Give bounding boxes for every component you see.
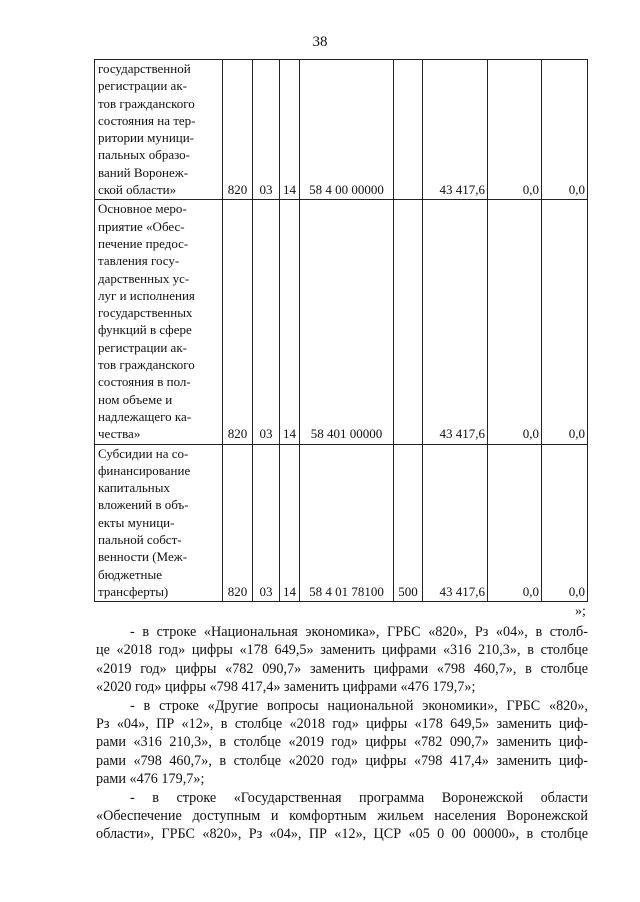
pr-cell: 14 <box>280 60 300 200</box>
row-name-line: Субсидии на со- <box>98 445 189 461</box>
row-name-line: регистрации ак- <box>98 339 187 355</box>
row-name-line: состояния в пол- <box>98 374 191 390</box>
rz-cell: 03 <box>253 444 280 602</box>
grbs-cell: 820 <box>223 200 253 444</box>
amount-2018-cell: 43 417,6 <box>423 200 488 444</box>
paragraph-line: «2019 год» цифры «782 090,7» заменить цифрами «798 460,7», в столбце <box>96 660 588 677</box>
paragraph-line: - в строке «Другие вопросы национальной экономики», ГРБС «820», <box>130 697 588 714</box>
vr-cell <box>394 60 423 200</box>
row-name-line: надлежащего ка- <box>98 408 192 424</box>
amendment-paragraph <box>96 697 588 789</box>
row-name-line: тов гражданского <box>98 357 195 373</box>
row-name-line: ваний Воронеж- <box>98 164 189 180</box>
row-name-line: ритории муници- <box>98 130 195 146</box>
paragraph-last-line: «2020 год» цифры «798 417,4» заменить цифрами «476 179,7»; <box>96 679 476 696</box>
row-name-line: трансферты) <box>98 583 169 599</box>
budget-table <box>94 59 588 602</box>
row-name-line: ном объеме и <box>98 391 173 407</box>
row-name-line: финансирование <box>98 462 191 478</box>
paragraph-line: - в строке «Государственная программа Воронежской области <box>130 789 588 806</box>
table-row <box>95 60 588 200</box>
row-name-cell <box>95 200 223 444</box>
csr-cell: 58 401 00000 <box>300 200 394 444</box>
row-name-line: печение предос- <box>98 235 189 251</box>
row-name-line: регистрации ак- <box>98 78 187 94</box>
paragraph-line: рами «316 210,3», в столбце «2019 год» цифры «782 090,7» заменить циф- <box>96 734 588 751</box>
table-row <box>95 200 588 444</box>
row-name-cell <box>95 444 223 602</box>
paragraph-line: рами «798 460,7», в столбце «2020 год» цифры «798 417,4» заменить циф- <box>96 752 588 769</box>
paragraph-line: «Обеспечение доступным и комфортным жильем населения Воронежской <box>96 808 588 825</box>
amount-2020-cell: 0,0 <box>542 60 588 200</box>
paragraph-line: - в строке «Национальная экономика», ГРБС «820», Рз «04», в столб- <box>130 624 588 640</box>
grbs-cell: 820 <box>223 60 253 200</box>
amendment-paragraph <box>96 789 588 844</box>
amount-2020-cell: 0,0 <box>542 200 588 444</box>
amount-2019-cell: 0,0 <box>488 200 542 444</box>
row-name-line: вложений в объ- <box>98 497 189 513</box>
csr-cell: 58 4 01 78100 <box>300 444 394 602</box>
row-name-line: капитальных <box>98 480 170 496</box>
row-name-line: пальных образо- <box>98 147 190 163</box>
row-name-line: функций в сфере <box>98 322 192 338</box>
csr-cell: 58 4 00 00000 <box>300 60 394 200</box>
row-name-line: бюджетные <box>98 566 163 582</box>
pr-cell: 14 <box>280 200 300 444</box>
row-name-line: луг и исполнения <box>98 287 195 303</box>
amount-2018-cell: 43 417,6 <box>423 444 488 602</box>
row-name-line: приятие «Обес- <box>98 218 185 234</box>
rz-cell: 03 <box>253 60 280 200</box>
amendment-paragraph <box>96 623 588 697</box>
row-name-line: екты муници- <box>98 514 175 530</box>
table-row <box>95 444 588 602</box>
paragraph-line: области», ГРБС «820», Рз «04», ПР «12», ЦСР «05 0 00 00000», в столбце <box>96 826 588 843</box>
row-name-line: тов гражданского <box>98 95 195 111</box>
row-name-line: Основное меро- <box>98 201 187 217</box>
grbs-cell: 820 <box>223 444 253 602</box>
paragraph-last-line: рами «476 179,7»; <box>96 771 205 788</box>
row-name-line: чества» <box>98 426 141 442</box>
row-name-line: пальной собст- <box>98 532 182 548</box>
row-name-line: состояния на тер- <box>98 112 196 128</box>
paragraph-line: Рз «04», ПР «12», в столбце «2018 год» цифры «178 649,5» заменить циф- <box>96 716 588 733</box>
row-name-line: дарственных ус- <box>98 270 190 286</box>
row-name-line: ской области» <box>98 182 177 198</box>
page-number: 38 <box>312 34 328 50</box>
row-name-line: государственной <box>98 61 191 76</box>
amount-2019-cell: 0,0 <box>488 60 542 200</box>
row-name-cell <box>95 60 223 200</box>
table-closing-mark: »; <box>575 604 586 619</box>
amount-2020-cell: 0,0 <box>542 444 588 602</box>
vr-cell <box>394 200 423 444</box>
row-name-line: государственных <box>98 305 193 321</box>
amount-2018-cell: 43 417,6 <box>423 60 488 200</box>
rz-cell: 03 <box>253 200 280 444</box>
pr-cell: 14 <box>280 444 300 602</box>
vr-cell: 500 <box>394 444 423 602</box>
amendment-text <box>96 623 588 844</box>
row-name-line: венности (Меж- <box>98 549 188 565</box>
paragraph-line: це «2018 год» цифры «178 649,5» заменить цифрами «316 210,3», в столбце <box>96 642 588 659</box>
amount-2019-cell: 0,0 <box>488 444 542 602</box>
row-name-line: тавления госу- <box>98 253 180 269</box>
